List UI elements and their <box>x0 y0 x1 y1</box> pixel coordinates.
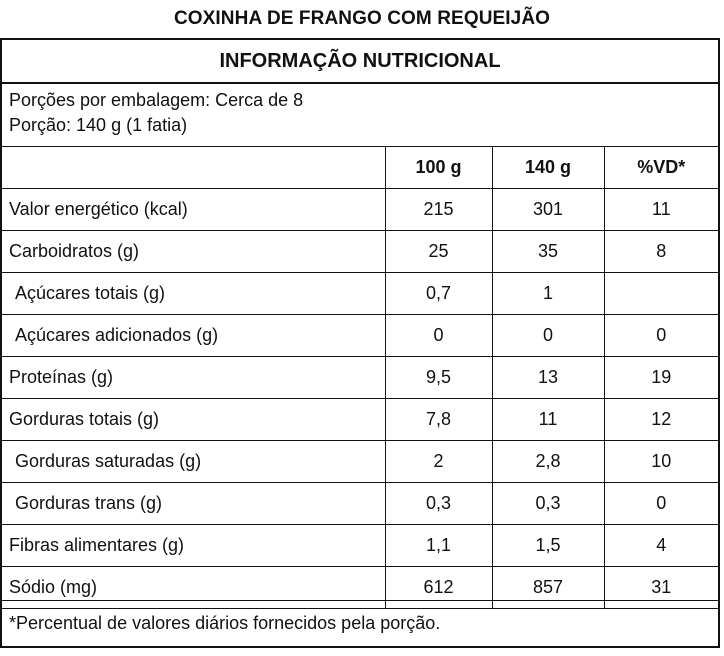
value-140g: 35 <box>492 231 604 273</box>
column-header-100g: 100 g <box>385 147 492 189</box>
nutrient-name: Proteínas (g) <box>2 357 385 399</box>
table-row <box>2 273 718 315</box>
table-row <box>2 189 718 231</box>
portion-info <box>2 84 718 146</box>
serving-size: Porção: 140 g (1 fatia) <box>9 115 188 135</box>
value-vd: 11 <box>604 189 718 231</box>
value-100g: 215 <box>385 189 492 231</box>
nutrient-name: Gorduras trans (g) <box>2 483 385 525</box>
footnote: *Percentual de valores diários fornecidos pela porção. <box>2 600 718 646</box>
nutrient-name: Fibras alimentares (g) <box>2 525 385 567</box>
product-title: COXINHA DE FRANGO COM REQUEIJÃO <box>173 8 551 29</box>
value-100g: 7,8 <box>385 399 492 441</box>
nutrient-name: Gorduras saturadas (g) <box>2 441 385 483</box>
column-header-vd: %VD* <box>604 147 718 189</box>
value-140g: 0,3 <box>492 483 604 525</box>
value-140g: 2,8 <box>492 441 604 483</box>
value-140g: 857 <box>492 567 604 609</box>
nutrient-name: Valor energético (kcal) <box>2 189 385 231</box>
value-vd <box>604 273 718 315</box>
value-vd: 8 <box>604 231 718 273</box>
header-row <box>2 147 718 189</box>
value-vd: 31 <box>604 567 718 609</box>
table-row <box>2 483 718 525</box>
value-vd: 19 <box>604 357 718 399</box>
table-row <box>2 315 718 357</box>
column-header-nutrient <box>2 147 385 189</box>
value-vd: 10 <box>604 441 718 483</box>
value-100g: 1,1 <box>385 525 492 567</box>
table-row <box>2 525 718 567</box>
column-header-140g: 140 g <box>492 147 604 189</box>
nutrient-name: Açúcares adicionados (g) <box>2 315 385 357</box>
value-vd: 12 <box>604 399 718 441</box>
nutrition-facts-table <box>0 38 720 648</box>
value-140g: 11 <box>492 399 604 441</box>
value-100g: 2 <box>385 441 492 483</box>
value-vd: 4 <box>604 525 718 567</box>
value-100g: 0,7 <box>385 273 492 315</box>
value-140g: 301 <box>492 189 604 231</box>
nutrient-name: Gorduras totais (g) <box>2 399 385 441</box>
value-100g: 0 <box>385 315 492 357</box>
nutrient-name: Carboidratos (g) <box>2 231 385 273</box>
value-140g: 1 <box>492 273 604 315</box>
table-row <box>2 399 718 441</box>
portions-per-package: Porções por embalagem: Cerca de 8 <box>9 90 304 110</box>
table-row <box>2 441 718 483</box>
value-vd: 0 <box>604 483 718 525</box>
value-100g: 25 <box>385 231 492 273</box>
value-100g: 0,3 <box>385 483 492 525</box>
nutrient-name: Sódio (mg) <box>2 567 385 609</box>
section-title: INFORMAÇÃO NUTRICIONAL <box>2 40 718 84</box>
table-row <box>2 231 718 273</box>
value-140g: 13 <box>492 357 604 399</box>
table-row <box>2 357 718 399</box>
nutrient-name: Açúcares totais (g) <box>2 273 385 315</box>
value-140g: 0 <box>492 315 604 357</box>
value-vd: 0 <box>604 315 718 357</box>
value-140g: 1,5 <box>492 525 604 567</box>
value-100g: 612 <box>385 567 492 609</box>
value-100g: 9,5 <box>385 357 492 399</box>
nutrient-table <box>2 146 718 609</box>
